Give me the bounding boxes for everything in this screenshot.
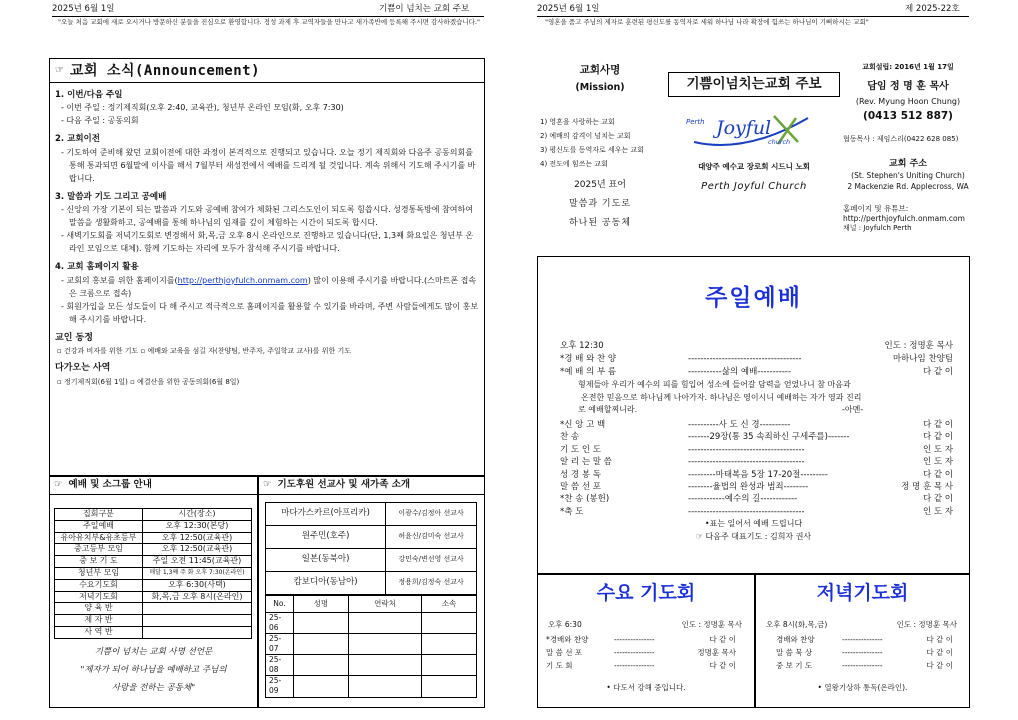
visitor-number: 25-07	[266, 633, 294, 654]
visitor-number: 25-09	[266, 676, 294, 697]
visitor-contact	[348, 676, 421, 697]
upcoming-heading: 다가오는 사역	[55, 363, 111, 374]
schedule-row	[55, 567, 252, 579]
schedule-header-row	[55, 509, 252, 521]
service-content: --------------------------------------	[688, 506, 805, 517]
logo-text: Joyful	[716, 117, 772, 139]
evening-time: 오후 8시(화,목,금)	[766, 620, 828, 629]
service-label: 찬 송	[560, 432, 580, 443]
motto-line2: 하나된 공동체	[568, 218, 632, 229]
missionary-region: 일본(동북아)	[266, 549, 386, 572]
amen: -아멘-	[842, 405, 864, 414]
service-content: ---------------	[842, 661, 883, 670]
service-row	[756, 635, 969, 647]
service-label: 기 도 회	[546, 661, 573, 670]
service-content: --------------------------------------	[688, 457, 805, 468]
announcement-section-body	[55, 146, 479, 185]
missionary-region: 캄보디아(동남아)	[266, 572, 386, 595]
schedule-cell: 주일예배	[55, 520, 143, 532]
visitor-affiliation	[422, 612, 477, 633]
mission-statement-line1: "제자가 되어 하나님을 예배하고 주님의	[80, 665, 227, 675]
announcement-section-body	[55, 101, 479, 127]
visitors-header-cell: 소속	[422, 596, 477, 613]
sunday-time: 오후 12:30	[560, 341, 604, 351]
sunday-worship-box	[537, 256, 970, 574]
service-row	[538, 494, 969, 506]
announcement-line: - 새벽기도회를 저녁기도회로 변경해서 화,목,금 오후 8시 온라인으로 진행하고 있습니다(단, 1,3째 화요일은 청년부 온라인 모임으로 대체). 함께 기도하는 자리에 모두가 참석해 주시기를 바랍니다.	[61, 231, 474, 254]
service-person: 인 도 자	[922, 444, 953, 455]
service-label: 경배와 찬양	[776, 635, 815, 644]
mission-statement-title: 기쁨이 넘치는 교회 사명 선언문	[94, 647, 213, 657]
visitor-affiliation	[422, 633, 477, 654]
pointing-hand-icon: ☞	[54, 479, 63, 491]
service-person: 인 도 자	[922, 506, 953, 517]
schedule-cell: 청년부 모임	[55, 567, 143, 579]
bulletin-name: 기쁨이넘치는교회 주보	[668, 72, 840, 97]
schedule-cell	[142, 603, 251, 615]
church-mission-item: 4) 전도에 힘쓰는 교회	[540, 159, 608, 168]
service-person: 다 같 이	[922, 432, 953, 443]
logo-church: church	[768, 138, 791, 146]
visitor-name	[294, 655, 349, 676]
schedule-cell: 수요기도회	[55, 579, 143, 591]
service-content: ------------예수의 길------------	[688, 494, 798, 505]
church-english-name: Perth Joyful Church	[701, 181, 807, 192]
service-row	[538, 661, 754, 673]
schedule-cell: 저녁기도회	[55, 591, 143, 603]
pointing-hand-icon: ☞	[263, 479, 272, 491]
service-label: 중 보 기 도	[776, 661, 813, 670]
visitors-header-cell: 성명	[294, 596, 349, 613]
service-row	[538, 367, 969, 379]
visitors-header-cell: 연락처	[348, 596, 421, 613]
web-url[interactable]: http://perthjoyfulch.onmam.com	[843, 213, 965, 223]
service-person: 다 같 이	[922, 420, 953, 430]
evening-box	[755, 574, 970, 708]
schedule-box	[49, 476, 258, 708]
service-row	[756, 648, 969, 660]
homepage-heading: 4. 교회 홈페이지 활용	[55, 262, 139, 273]
web-title: 홈페이지 및 유튜브:	[843, 203, 909, 213]
homepage-text: - 교회의 홍보를 위한 홈페이지를(http://perthjoyfulch.onmam.com) 많이 이용해 주시기를 바랍니다.(스마트폰 접속은 크롬으로 접속) - 회원가입을 모든 성도들이 다 해 주시고 적극적으로 홈페이지를 활용할 수 있기를 바라며, 주변 사람들에게도 많이 홍보해 주시기를 바랍니다.	[61, 275, 479, 324]
schedule-cell: 오후 12:30(본당)	[142, 520, 251, 532]
missionary-region: 마다가스카르(아프리카)	[266, 503, 386, 526]
announcement-section-heading: 1. 이번/다음 주일	[55, 90, 123, 100]
wednesday-box	[537, 574, 755, 708]
service-person: 마하나임 찬양팀	[892, 354, 953, 364]
service-person: 다 같 이	[709, 661, 736, 670]
schedule-row	[55, 520, 252, 532]
service-label: 말 씀 선 포	[546, 648, 583, 657]
announcement-section-heading: 3. 말씀과 기도 그리고 공예배	[55, 191, 167, 202]
evening-leader: 인도 : 정명훈 목사	[896, 620, 957, 629]
call-to-worship: 형제들아 우리가 예수의 피를 힘입어 성소에 들어갈 담력을 얻었나니 참 마음과 온전한 믿음으로 하나님께 나아가자. 하나님은 영이시니 예배하는 자가 영과 진리 로 예배할찌니라. -아멘-	[578, 379, 949, 417]
schedule-cell: 유아유치부&유초등부	[55, 532, 143, 544]
missionary-row	[266, 572, 477, 595]
visitors-header-cell: No.	[266, 596, 294, 613]
visitor-number: 25-06	[266, 612, 294, 633]
service-row	[538, 457, 969, 469]
address-line2: 2 Mackenzie Rd. Applecross, WA	[847, 181, 969, 191]
left-header-date: 2025년 6월 1일	[52, 4, 115, 14]
pastor-phone: (0413 512 887)	[863, 109, 953, 122]
left-header-title: 기쁨이 넘치는 교회 주보	[379, 4, 470, 14]
mission-statement-line2: 사랑을 전하는 공동체"	[111, 683, 196, 693]
visitor-row	[266, 633, 477, 654]
service-row	[756, 661, 969, 673]
schedule-cell: 양 육 반	[55, 603, 143, 615]
founded-date: 교회설립: 2016년 1월 17일	[862, 63, 954, 71]
issue-number: 제 2025-22호	[905, 4, 960, 14]
service-label: *경배와 찬양	[546, 635, 589, 644]
address-title: 교회 주소	[889, 159, 927, 170]
standing-note: •표는 일어서 예배 드립니다	[704, 519, 803, 528]
schedule-row	[55, 556, 252, 568]
church-mission-item: 2) 예배의 감격이 넘치는 교회	[540, 131, 631, 140]
service-label: *예 배 의 부 름	[560, 366, 617, 377]
schedule-cell: 제 자 반	[55, 615, 143, 627]
next-week-prayer: ☞ 다음주 대표기도 : 김희자 권사	[695, 532, 812, 541]
service-row	[538, 354, 969, 366]
visitor-name	[294, 633, 349, 654]
visitor-row	[266, 612, 477, 633]
announcement-section-body	[55, 203, 479, 255]
visitor-contact	[348, 633, 421, 654]
schedule-cell: 오후 6:30(사택)	[142, 579, 251, 591]
schedule-cell: 매달 1,3째 주 화 오후 7:30(온라인)	[142, 567, 251, 579]
visitor-row	[266, 676, 477, 697]
announcement-sections	[55, 90, 479, 255]
youtube-channel: 채널 : Joyfulch Perth	[843, 223, 912, 232]
announcement-line: - 기도하여 준비해 왔던 교회이전에 대한 과정이 본격적으로 진행되고 있습니다. 오늘 정기 제직회와 다음주 공동의회를 통해 통과되면 6월말에 이사를 해서 7월부터 새성전에서 예배를 드리게 될 것입니다. 계속 위해서 기도해 주시기를 바랍니다.	[61, 147, 476, 183]
evening-note: • 열왕기상하 통독(온라인).	[817, 683, 908, 692]
schedule-cell	[142, 615, 251, 627]
schedule-cell: 오후 12:50(교육관)	[142, 544, 251, 556]
service-content: ---------마태복음 5장 17-20절---------	[688, 469, 828, 480]
service-row	[538, 648, 754, 660]
church-mission-item: 1) 영혼을 사랑하는 교회	[540, 117, 615, 126]
missionary-row	[266, 526, 477, 549]
right-header-tagline: "영혼을 품고 주님의 제자로 훈련된 평신도를 동역자로 세워 하나님 나라 확장에 힘쓰는 하나님이 기뻐하시는 교회"	[545, 18, 869, 26]
service-content: -------------------------------------	[688, 354, 802, 364]
service-content: --------율법의 완성과 범죄--------	[688, 482, 809, 492]
visitor-contact	[348, 612, 421, 633]
visitor-name	[294, 612, 349, 633]
missionary-names: 이광수/김정아 선교사	[386, 503, 477, 526]
wednesday-time: 오후 6:30	[548, 620, 582, 629]
visitors-table	[265, 595, 477, 698]
pointing-hand-icon: ☞	[55, 65, 64, 77]
service-row	[538, 432, 969, 444]
service-label: 성 경 봉 독	[560, 469, 601, 480]
service-label: 기 도 인 도	[560, 444, 601, 455]
schedule-cell: 사 역 반	[55, 626, 143, 638]
service-content: ---------------	[614, 648, 655, 657]
church-mission-list	[540, 115, 660, 171]
service-row	[538, 445, 969, 457]
announcement-line: - 다음 주일 : 공동의회	[61, 116, 139, 126]
announcement-title: 교회 소식(Announcement)	[69, 62, 260, 79]
schedule-title: 예배 및 소그룹 안내	[68, 479, 152, 491]
evening-title: 저녁기도회	[816, 582, 909, 604]
affiliation: 대양주 예수교 장로회 시드니 노회	[698, 162, 810, 171]
church-mission-item: 3) 평신도를 동역자로 세우는 교회	[540, 145, 644, 154]
service-person: 정 명 훈 목 사	[901, 482, 953, 492]
service-label: 알 리 는 말 씀	[560, 457, 612, 468]
service-row	[538, 482, 969, 494]
sunday-worship-title: 주일예배	[705, 285, 802, 311]
service-content: ---------------	[614, 661, 655, 670]
missionary-names: 정용희/김정숙 선교사	[386, 572, 477, 595]
service-content: --------------------------------------	[688, 444, 805, 455]
schedule-header-cell: 집회구분	[55, 509, 143, 521]
missionary-names: 강민숙/변선영 선교사	[386, 549, 477, 572]
service-person: 다 같 이	[922, 366, 953, 377]
missionary-row	[266, 503, 477, 526]
schedule-row	[55, 603, 252, 615]
service-label: 말 씀 선 포	[560, 482, 601, 492]
service-row	[538, 420, 969, 432]
schedule-cell: 오후 12:50(교육관)	[142, 532, 251, 544]
announcement-section-heading: 2. 교회이전	[55, 134, 100, 145]
visitor-number: 25-08	[266, 655, 294, 676]
service-person: 다 같 이	[926, 648, 953, 657]
left-header-tagline: "오늘 처음 교회에 새로 오시거나 방문하신 분들을 진심으로 환영합니다. 정성 과제 후 교역자들을 만나고 새가족반에 등록해 주시면 감사하겠습니다."	[58, 18, 480, 26]
right-header-date: 2025년 6월 1일	[537, 4, 600, 14]
pastor-panel	[843, 60, 973, 233]
schedule-cell: 주일 오전 11:45(교육관)	[142, 556, 251, 568]
service-content: -----------삶의 예배-----------	[688, 366, 792, 377]
visitor-affiliation	[422, 655, 477, 676]
visitor-affiliation	[422, 676, 477, 697]
service-content: ---------------	[842, 635, 883, 644]
prayer-heading: 교인 동정	[55, 332, 93, 343]
visitor-row	[266, 655, 477, 676]
schedule-row	[55, 544, 252, 556]
church-mission-title: 교회사명	[579, 64, 621, 76]
pastor-english: (Rev. Myung Hoon Chung)	[855, 96, 961, 106]
schedule-row	[55, 591, 252, 603]
service-content: ---------------	[842, 648, 883, 657]
announcement-line: - 이번 주일 : 정기제직회(오후 2:40, 교육관), 청년부 온라인 모임(화, 오후 7:30)	[61, 103, 344, 113]
announcement-line: - 신앙의 가장 기본이 되는 말씀과 기도와 공예배 참여가 체화된 그리스도인이 되도록 힘씁시다. 성경통독방에 참여하여 말씀을 생활화하고, 공예배를 통해 하나님의 임재를 깊이 체험하는 시간이 되도록 합시다.	[61, 205, 473, 228]
church-mission-subtitle: (Mission)	[575, 82, 625, 94]
logo-perth: Perth	[686, 118, 705, 126]
service-label: *신 앙 고 백	[560, 420, 606, 430]
missions-title: 기도후원 선교사 및 새가족 소개	[277, 479, 411, 491]
missions-table	[265, 502, 477, 595]
homepage-link[interactable]: http://perthjoyfulch.onmam.com	[177, 275, 308, 285]
schedule-cell: 중 보 기 도	[55, 556, 143, 568]
schedule-table	[54, 508, 252, 639]
announcement-box	[49, 58, 485, 476]
wednesday-title: 수요 기도회	[596, 582, 696, 604]
schedule-row	[55, 615, 252, 627]
service-row	[538, 507, 969, 519]
service-person: 다 같 이	[926, 635, 953, 644]
service-person: 다 같 이	[922, 469, 953, 480]
upcoming-text: ▫ 정기제직회(6월 1일) ▫ 예결산을 위한 공동의회(6월 8일)	[57, 377, 240, 386]
service-label: *축 도	[560, 506, 584, 517]
prayer-text: ▫ 건강과 비자를 위한 기도 ▫ 예배와 교육을 섬길 자(찬양팀, 반주자, 주일학교 교사)를 위한 기도	[57, 347, 351, 356]
missionary-names: 허윤신/김미숙 선교사	[386, 526, 477, 549]
service-label: 말 씀 묵 상	[776, 648, 813, 657]
address-line1: (St. Stephen's Uniting Church)	[851, 171, 965, 181]
service-person: 다 같 이	[926, 661, 953, 670]
wednesday-note: • 다도서 강해 중입니다.	[606, 683, 686, 692]
motto-line1: 말씀과 기도로	[568, 199, 632, 210]
missions-box	[258, 476, 485, 708]
visitor-contact	[348, 655, 421, 676]
missionary-row	[266, 549, 477, 572]
service-row	[538, 470, 969, 482]
church-mission-panel	[540, 60, 660, 250]
service-person: 인 도 자	[922, 457, 953, 468]
schedule-header-cell: 시간(장소)	[142, 509, 251, 521]
church-logo	[686, 112, 816, 152]
service-label: *찬 송 (봉헌)	[560, 494, 610, 505]
service-label: *경 배 와 찬 양	[560, 354, 617, 364]
service-person: 다 같 이	[709, 635, 736, 644]
schedule-row	[55, 532, 252, 544]
missionary-region: 원주민(호주)	[266, 526, 386, 549]
sunday-leader: 인도 : 정명훈 목사	[884, 341, 953, 351]
pastor-title: 담임 정 명 훈 목사	[867, 81, 949, 93]
service-content: ---------------	[614, 635, 655, 644]
assistant-pastor: 협동목사 : 제임스리(0422 628 085)	[843, 134, 959, 143]
service-content: -------29장(통 35 속죄하신 구세주를)-------	[688, 432, 850, 443]
schedule-row	[55, 626, 252, 638]
schedule-cell: 중고등부 모임	[55, 544, 143, 556]
motto-year: 2025년 표어	[574, 179, 626, 190]
schedule-cell	[142, 626, 251, 638]
visitor-name	[294, 676, 349, 697]
service-person: 정명훈 목사	[697, 648, 736, 657]
schedule-row	[55, 579, 252, 591]
service-person: 다 같 이	[922, 494, 953, 505]
service-row	[538, 635, 754, 647]
service-content: ----------사 도 신 경----------	[688, 420, 791, 430]
wednesday-leader: 인도 : 정명훈 목사	[681, 620, 742, 629]
schedule-cell: 화,목,금 오후 8시(온라인)	[142, 591, 251, 603]
